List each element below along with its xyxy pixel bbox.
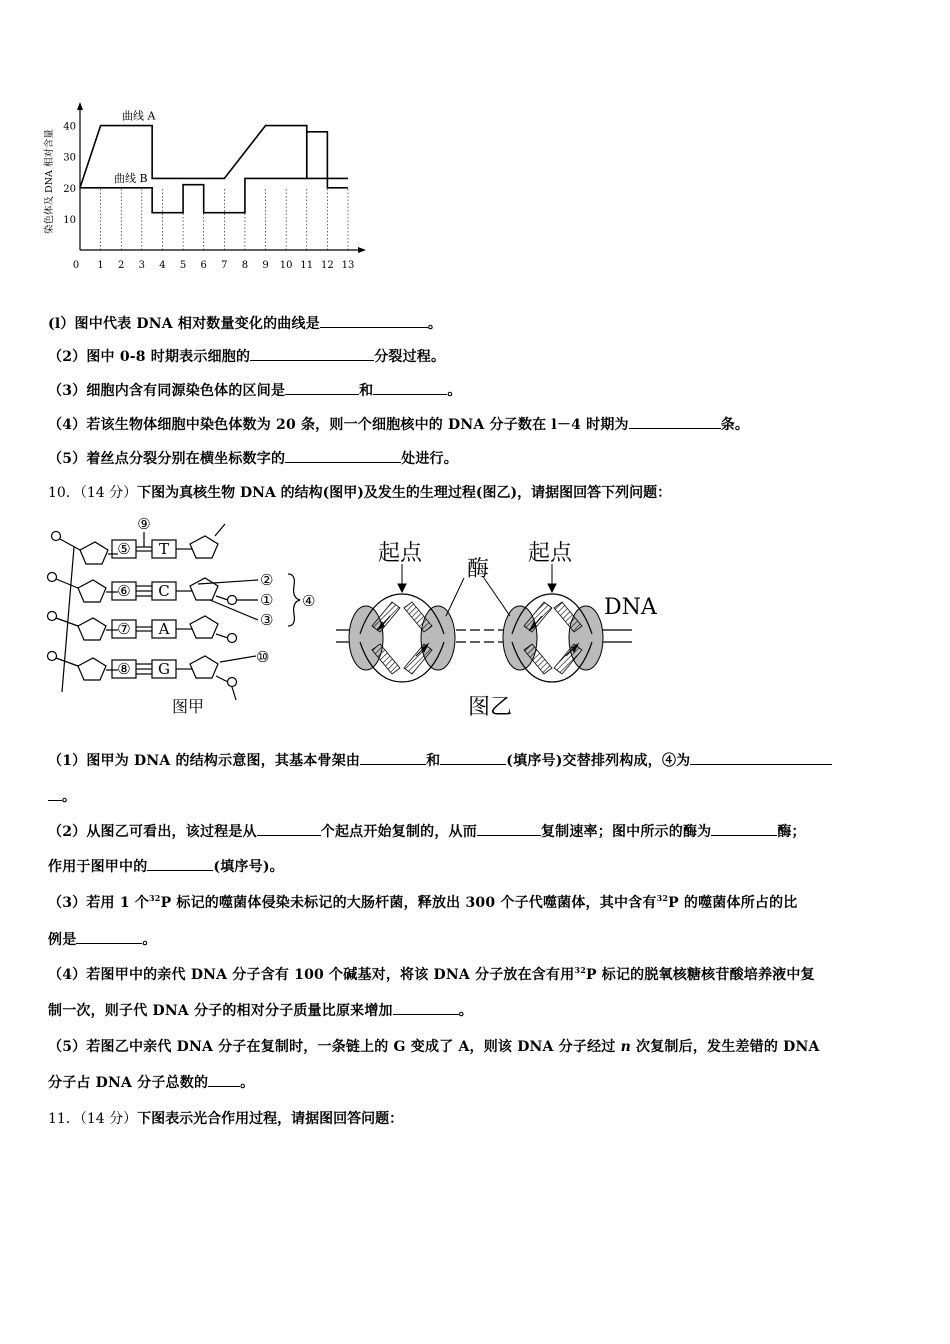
base-g: G — [158, 660, 170, 678]
q10-part1: （1）图甲为 DNA 的结构示意图，其基本骨架由 和 (填序号)交替排列构成，④为 — [48, 750, 832, 770]
base-t: T — [158, 540, 170, 558]
q10-part5: （5）若图乙中亲代 DNA 分子在复制时，一条链上的 G 变成了 A，则该 DNA 分子经过 n 次复制后，发生差错的 DNA — [48, 1039, 820, 1055]
answer-blank[interactable] — [320, 315, 428, 328]
label-3: ③ — [260, 611, 274, 629]
answer-blank[interactable] — [690, 752, 832, 765]
x-tick-label: 7 — [221, 260, 228, 271]
y-axis-label: 染色体及 DNA 相对含量 — [44, 129, 55, 234]
figure-b-replication — [332, 538, 662, 723]
answer-blank[interactable] — [285, 450, 401, 463]
right-nucleotide — [176, 616, 237, 643]
chromosome-dna-chart — [40, 98, 370, 278]
figure-a-dna-structure — [40, 512, 330, 722]
left-nucleotide — [48, 573, 119, 603]
right-nucleotide — [176, 524, 225, 558]
figure-a-caption: 图甲 — [171, 697, 205, 716]
enzyme-shape — [569, 606, 603, 670]
enzyme-label: 酶 — [466, 557, 490, 582]
x-tick-label: 1 — [97, 260, 104, 271]
q10-part2: （2）从图乙可看出，该过程是从 个起点开始复制的，从而 复制速率；图中所示的酶为 酶； — [48, 824, 806, 840]
answer-blank[interactable] — [629, 416, 721, 429]
answer-blank[interactable] — [76, 931, 142, 944]
left-nucleotide — [52, 532, 119, 565]
enzyme-shape — [421, 606, 455, 670]
base-c: C — [158, 582, 170, 600]
y-tick-label: 10 — [63, 214, 76, 226]
answer-blank[interactable] — [373, 382, 447, 395]
y-tick-label: 20 — [63, 183, 76, 195]
answer-blank[interactable] — [147, 858, 213, 871]
answer-blank[interactable] — [711, 823, 777, 836]
answer-blank[interactable] — [285, 382, 359, 395]
q9-part3-text: （3）细胞内含有同源染色体的区间是 — [48, 383, 286, 399]
q10-part3: （3）若用 1 个$^{32}$P 标记的噬菌体侵染未标记的大肠杆菌，释放出 300 个子代噬菌体，其中含有$^{32}$P 的噬菌体所占的比 — [48, 893, 798, 911]
x-tick-label: 3 — [138, 260, 146, 271]
x-tick-label: 6 — [200, 260, 207, 271]
q9-part2: （2）图中 0-8 时期表示细胞的 分裂过程。 — [48, 349, 446, 365]
y-tick-label: 30 — [63, 152, 76, 164]
label-9: ⑨ — [137, 515, 151, 533]
q9-part4: （4）若该生物体细胞中染色体数为 20 条，则一个细胞核中的 DNA 分子数在 l－4 时期为 条。 — [48, 417, 750, 433]
label-10: ⑩ — [256, 648, 270, 666]
q9-part3: （3）细胞内含有同源染色体的区间是 和 。 — [48, 383, 462, 399]
x-tick-label: 5 — [179, 260, 187, 271]
label-1: ① — [260, 591, 274, 609]
figure-b-caption: 图乙 — [467, 695, 513, 720]
replication-bubble-2 — [503, 564, 603, 682]
origin-label-1: 起点 — [377, 541, 423, 566]
q9-part1: (l）图中代表 DNA 相对数量变化的曲线是 。 — [48, 316, 443, 332]
q9-part2-text: （2）图中 0-8 时期表示细胞的 — [48, 349, 251, 365]
question-number: 11．（14 分） — [48, 1111, 138, 1127]
q9-part5: （5）着丝点分裂分别在横坐标数字的 处进行。 — [48, 451, 458, 467]
x-tick-label: 9 — [262, 260, 269, 271]
x-tick-label: 8 — [241, 260, 249, 271]
y-axis-arrow — [77, 102, 83, 110]
q10-part2-cont: 作用于图甲中的 (填序号)。 — [48, 859, 284, 875]
left-nucleotide — [48, 612, 119, 641]
answer-blank[interactable] — [257, 823, 321, 836]
x-tick-label: 12 — [321, 260, 334, 271]
label-4: ④ — [302, 592, 316, 610]
answer-blank[interactable] — [393, 1002, 459, 1015]
q10-part4-cont: 制一次，则子代 DNA 分子的相对分子质量比原来增加 。 — [48, 1003, 473, 1019]
question-stem: 下图表示光合作用过程，请据图回答问题： — [137, 1111, 404, 1127]
left-nucleotide — [48, 652, 119, 681]
base-a: A — [158, 620, 170, 638]
dna-label: DNA — [604, 595, 657, 620]
answer-blank[interactable] — [208, 1074, 240, 1087]
q10-part3-cont: 例是 。 — [48, 932, 157, 948]
question-stem: 下图为真核生物 DNA 的结构(图甲)及发生的生理过程(图乙)，请据图回答下列问题： — [137, 485, 672, 501]
q10-part4: （4）若图甲中的亲代 DNA 分子含有 100 个碱基对，将该 DNA 分子放在含有用$^{32}$P 标记的脱氧核糖核苷酸培养液中复 — [48, 965, 815, 983]
y-tick-label: 40 — [63, 121, 76, 133]
answer-blank[interactable] — [360, 752, 426, 765]
label-6: ⑥ — [117, 582, 131, 600]
x-tick-label: 2 — [118, 260, 125, 271]
q10-part1-cont: 。 — [48, 786, 76, 806]
curve-b-label: 曲线 B — [114, 171, 148, 185]
x-tick-label: 0 — [72, 260, 80, 271]
chart-plot — [43, 102, 366, 271]
enzyme-shape — [349, 606, 383, 670]
answer-blank[interactable] — [250, 348, 374, 361]
answer-blank[interactable] — [48, 788, 62, 801]
x-tick-label: 4 — [159, 260, 166, 271]
curve-a-label: 曲线 A — [122, 109, 156, 123]
q9-part4-text: （4）若该生物体细胞中染色体数为 20 条，则一个细胞核中的 DNA 分子数在 l－4 时期为 — [48, 417, 629, 433]
q9-part5-text: （5）着丝点分裂分别在横坐标数字的 — [48, 451, 286, 467]
x-tick-label: 10 — [279, 260, 293, 271]
label-5: ⑤ — [117, 540, 131, 558]
answer-blank[interactable] — [477, 823, 541, 836]
q9-part1-text: (l）图中代表 DNA 相对数量变化的曲线是 — [48, 316, 320, 332]
label-7: ⑦ — [117, 620, 131, 638]
q11-stem — [48, 1108, 403, 1128]
q10-stem — [48, 482, 671, 502]
replication-bubble-1 — [349, 564, 455, 682]
x-tick-label: 11 — [300, 260, 314, 271]
answer-blank[interactable] — [440, 752, 506, 765]
x-axis-arrow — [358, 247, 366, 253]
q10-part5-cont: 分子占 DNA 分子总数的 。 — [48, 1075, 255, 1091]
label-8: ⑧ — [117, 660, 131, 678]
label-2: ② — [260, 571, 274, 589]
question-number: 10．（14 分） — [48, 485, 138, 501]
origin-label-2: 起点 — [527, 541, 573, 566]
x-tick-label: 13 — [341, 260, 355, 271]
